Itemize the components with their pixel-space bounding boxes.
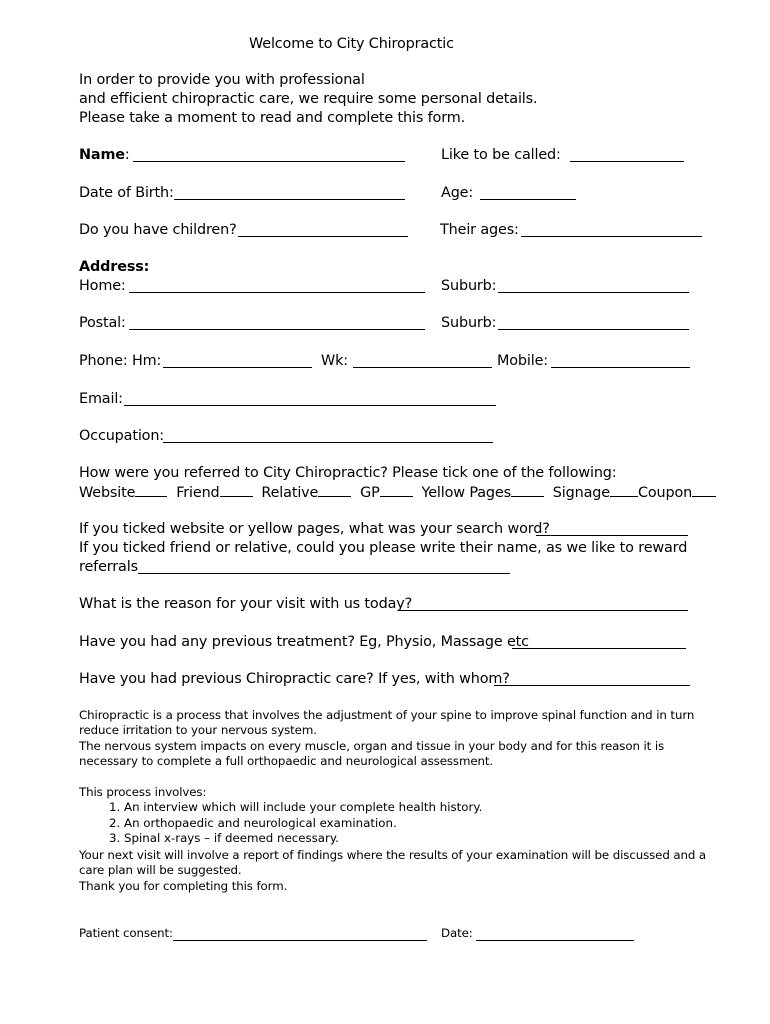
patient-consent-field[interactable] (173, 929, 427, 941)
previous-treatment-field[interactable] (512, 635, 686, 649)
date-field[interactable] (476, 929, 634, 941)
referral-option-friend: Friend (176, 485, 220, 501)
referral-option-relative: Relative (261, 485, 319, 501)
referral-option-coupon: Coupon (637, 485, 693, 501)
home-address-field[interactable] (129, 279, 425, 293)
suburb-label-2: Suburb: (441, 315, 497, 331)
process-item-1: 1. An interview which will include your complete health history. (124, 800, 482, 816)
yellow-pages-tick-field[interactable] (511, 483, 544, 497)
signage-tick-field[interactable] (610, 483, 638, 497)
age-field[interactable] (480, 186, 576, 200)
like-to-be-called-field[interactable] (570, 148, 684, 162)
email-label: Email: (79, 391, 123, 407)
postal-address-field[interactable] (129, 316, 425, 330)
name-colon: : (124, 147, 130, 163)
referral-option-signage: Signage (552, 485, 610, 501)
home-label: Home: (79, 278, 126, 294)
email-field[interactable] (124, 392, 496, 406)
dob-label: Date of Birth: (79, 185, 174, 201)
coupon-tick-field[interactable] (692, 483, 716, 497)
phone-wk-label: Wk: (321, 353, 348, 369)
date-label: Date: (441, 926, 473, 940)
info-line-1: Chiropractic is a process that involves the adjustment of your spine to improve spinal function and in turn (79, 708, 695, 722)
info-line-2: reduce irritation to your nervous system. (79, 723, 317, 737)
visit-reason-field[interactable] (398, 597, 688, 611)
gp-tick-field[interactable] (380, 483, 413, 497)
info-line-4: necessary to complete a full orthopaedic and neurological assessment. (79, 754, 494, 768)
intro-line-2: and efficient chiropractic care, we require some personal details. (79, 91, 538, 107)
friend-name-question-line-1: If you ticked friend or relative, could you please write their name, as we like to reward (79, 540, 688, 556)
relative-tick-field[interactable] (318, 483, 351, 497)
process-item-2: 2. An orthopaedic and neurological examination. (124, 816, 482, 832)
process-item-3: 3. Spinal x-rays – if deemed necessary. (124, 831, 482, 847)
like-to-be-called-label: Like to be called: (441, 147, 561, 163)
next-visit-line-1: Your next visit will involve a report of findings where the results of your examination will be discussed and a (79, 848, 707, 862)
info-line-3: The nervous system impacts on every muscle, organ and tissue in your body and for this reason it is (79, 739, 665, 753)
children-field[interactable] (238, 223, 408, 237)
their-ages-label: Their ages: (440, 222, 519, 238)
age-label: Age: (441, 185, 474, 201)
their-ages-field[interactable] (521, 223, 702, 237)
intro-line-3: Please take a moment to read and complete this form. (79, 110, 466, 126)
phone-home-field[interactable] (163, 354, 312, 368)
friend-name-question-line-2: referrals (79, 559, 138, 575)
process-list (104, 800, 482, 847)
next-visit-line-2: care plan will be suggested. (79, 863, 242, 877)
previous-treatment-question: Have you had any previous treatment? Eg, Physio, Massage etc (79, 634, 529, 650)
thank-you-line: Thank you for completing this form. (79, 879, 288, 893)
occupation-field[interactable] (163, 429, 493, 443)
mobile-field[interactable] (551, 354, 690, 368)
visit-reason-question: What is the reason for your visit with us today? (79, 596, 413, 612)
intro-line-1: In order to provide you with professional (79, 72, 365, 88)
previous-chiro-field[interactable] (494, 672, 690, 686)
suburb-label-1: Suburb: (441, 278, 497, 294)
referral-options (79, 483, 716, 502)
occupation-label: Occupation: (79, 428, 164, 444)
referral-option-gp: GP (360, 485, 380, 501)
referral-option-website: Website (79, 485, 136, 501)
process-intro: This process involves: (79, 785, 207, 799)
search-word-question: If you ticked website or yellow pages, what was your search word? (79, 521, 550, 537)
previous-chiro-question: Have you had previous Chiropractic care? If yes, with whom? (79, 671, 510, 687)
referral-name-field[interactable] (138, 560, 510, 574)
suburb-field-2[interactable] (498, 316, 689, 330)
form-title: Welcome to City Chiropractic (249, 36, 454, 52)
name-label: Name (79, 147, 125, 163)
postal-label: Postal: (79, 315, 126, 331)
friend-tick-field[interactable] (220, 483, 253, 497)
name-field[interactable] (133, 148, 405, 162)
referral-question: How were you referred to City Chiropractic? Please tick one of the following: (79, 465, 617, 481)
mobile-label: Mobile: (497, 353, 549, 369)
website-tick-field[interactable] (135, 483, 167, 497)
suburb-field-1[interactable] (498, 279, 689, 293)
referral-option-yellow-pages: Yellow Pages (421, 485, 511, 501)
address-heading: Address: (79, 259, 150, 275)
patient-consent-label: Patient consent: (79, 926, 173, 940)
search-word-field[interactable] (536, 522, 688, 536)
children-label: Do you have children? (79, 222, 237, 238)
name-row (79, 146, 130, 164)
phone-work-field[interactable] (353, 354, 492, 368)
dob-field[interactable] (174, 186, 405, 200)
phone-hm-label: Phone: Hm: (79, 353, 162, 369)
